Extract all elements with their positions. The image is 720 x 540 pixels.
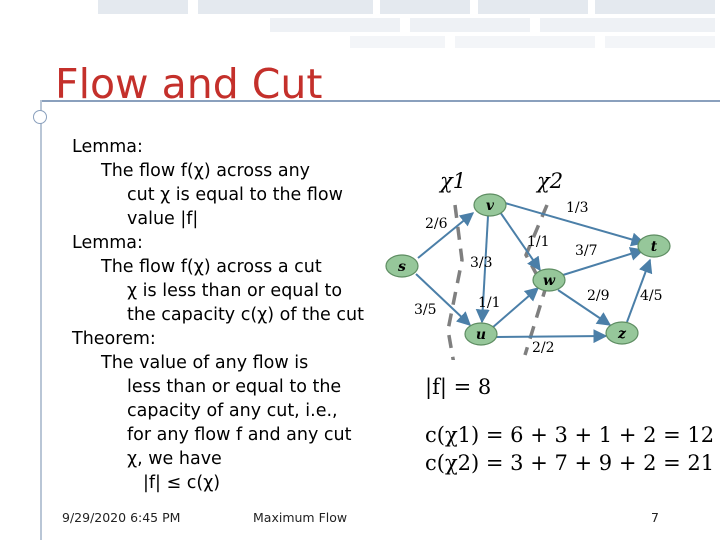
body-line: χ, we have [127, 449, 222, 469]
flow-value-equation: |f| = 8 [425, 375, 492, 399]
body-line: less than or equal to the [127, 377, 342, 397]
flow-network-diagram [385, 160, 685, 360]
svg-text:u: u [475, 327, 487, 343]
edge-label-v-u: 3/3 [470, 255, 493, 271]
body-line: The flow f(χ) across a cut [101, 257, 322, 277]
body-line: for any flow f and any cut [127, 425, 352, 445]
body-line: Lemma: [72, 137, 143, 157]
body-line: capacity of any cut, i.e., [127, 401, 338, 421]
svg-text:v: v [485, 198, 495, 214]
edge-label-s-u: 3/5 [414, 302, 437, 318]
footer-date: 9/29/2020 6:45 PM [62, 510, 181, 525]
edge-u-z [496, 336, 606, 337]
capacity-chi2-equation: c(χ2) = 3 + 7 + 9 + 2 = 21 [425, 451, 715, 475]
body-line: χ is less than or equal to [127, 281, 343, 301]
svg-text:t: t [650, 239, 658, 255]
body-text [72, 135, 412, 495]
edge-label-w-t: 3/7 [575, 243, 598, 259]
capacity-chi1-equation: c(χ1) = 6 + 3 + 1 + 2 = 12 [425, 423, 715, 447]
node-v [474, 194, 506, 216]
edge-label-u-z: 2/2 [532, 340, 555, 356]
header-decoration [90, 0, 720, 50]
body-line: |f| ≤ c(χ) [143, 473, 221, 493]
left-rule [40, 100, 42, 540]
edge-label-u-w: 1/1 [478, 295, 501, 311]
node-t [638, 235, 670, 257]
edge-label-v-w: 1/1 [527, 234, 550, 250]
body-line: Theorem: [72, 329, 156, 349]
node-w [533, 269, 565, 291]
body-line: the capacity c(χ) of the cut [127, 305, 364, 325]
cut-chi1-label: χ1 [440, 169, 467, 193]
page-number: 7 [651, 510, 659, 525]
svg-text:z: z [618, 326, 626, 342]
body-line: The value of any flow is [101, 353, 309, 373]
node-u [465, 323, 497, 345]
slide-title: Flow and Cut [55, 60, 323, 108]
edge-label-w-z: 2/9 [587, 288, 610, 304]
node-z [606, 322, 638, 344]
node-s [386, 255, 418, 277]
body-line: cut χ is equal to the flow [127, 185, 343, 205]
cut-chi2-label: χ2 [537, 169, 564, 193]
body-line: The flow f(χ) across any [101, 161, 311, 181]
body-line: Lemma: [72, 233, 143, 253]
rule-circle [33, 110, 47, 124]
body-line: value |f| [127, 209, 199, 229]
edge-label-s-v: 2/6 [425, 216, 448, 232]
edge-label-v-t: 1/3 [566, 200, 589, 216]
svg-text:s: s [398, 259, 406, 275]
svg-text:w: w [542, 273, 556, 289]
edge-label-z-t: 4/5 [640, 288, 663, 304]
footer-title: Maximum Flow [253, 510, 348, 525]
